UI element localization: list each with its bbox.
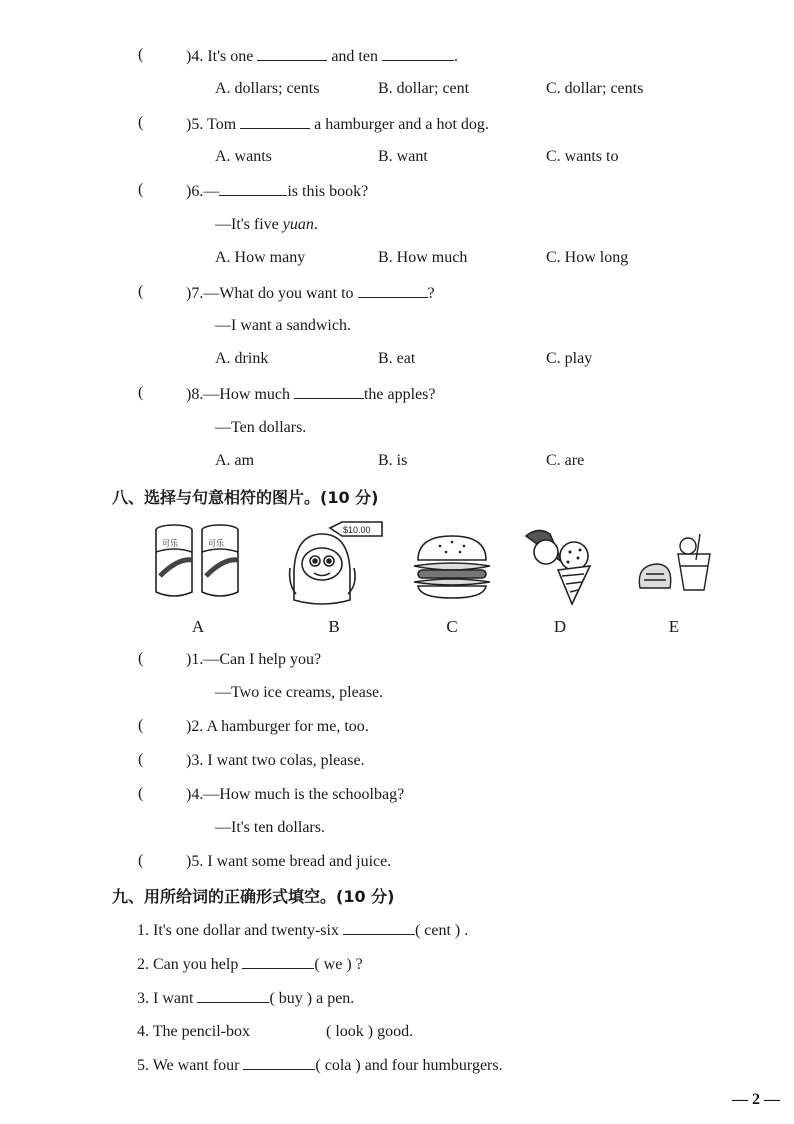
option-c: C. play [546,350,593,367]
answer-blank[interactable] [382,46,454,61]
answer-paren[interactable]: ( [138,717,144,734]
answer-paren-open: ( [138,46,144,63]
answer-paren[interactable]: ( [138,785,144,802]
answer-paren[interactable]: ( [138,852,144,869]
fill-item-4 [137,1021,413,1042]
question-text [186,384,436,405]
fill-prefix: 1. It's one dollar and twenty-six [137,922,339,939]
option-a: A. am [215,452,255,469]
fill-prefix: 4. The pencil-box [137,1023,251,1040]
fill-blank[interactable] [343,920,415,935]
answer-period: . [313,216,318,233]
answer-paren-close: ) [186,183,192,200]
picture-label-e: E [668,617,680,636]
item-sentence: —Can I help you? [203,651,322,668]
item-sentence: I want two colas, please. [207,752,365,769]
question-suffix: is this book? [287,183,369,200]
answer-blank[interactable] [358,283,428,298]
fill-suffix: ( we ) ? [314,956,363,973]
fill-blank[interactable] [243,1055,315,1070]
question-text [186,114,489,135]
option-b: B. eat [378,350,416,367]
fill-item-1 [137,920,468,941]
answer-paren-close: ) [186,48,192,65]
fill-item-2 [137,954,363,975]
item-number: 1. [191,651,204,668]
answer-blank[interactable] [240,114,310,129]
question-text [186,283,435,304]
option-a: A. wants [215,148,272,165]
fill-prefix: 2. Can you help [137,956,239,973]
question-number: 4. [191,48,204,65]
answer-paren-close: ) [186,386,192,403]
question-number: 7. [191,285,204,302]
answer-currency: yuan [282,216,314,233]
answer-line: —I want a sandwich. [215,317,351,334]
item-number: 4. [191,786,204,803]
fill-suffix: ( cent ) . [414,922,469,939]
price-tag: $10.00 [343,525,371,535]
item-sentence: A hamburger for me, too. [206,718,369,735]
can-label: 可乐 [208,539,224,548]
item-sentence: —How much is the schoolbag? [203,786,405,803]
answer-line [215,215,318,235]
option-a: A. How many [215,249,306,266]
fill-prefix: 5. We want four [137,1057,240,1074]
answer-paren-close: ) [186,116,192,133]
picture-label-c: C [446,617,458,636]
bread-juice-icon [634,530,718,602]
item-text: )5. I want some bread and juice. [186,853,392,870]
answer-blank[interactable] [294,384,364,399]
item-text: )3. I want two colas, please. [186,752,365,769]
section-8-heading: 八、选择与句意相符的图片。(10 分) [112,488,379,507]
question-suffix: ? [427,285,435,302]
fill-suffix: ( look ) good. [326,1023,414,1040]
answer-paren-open: ( [138,181,144,198]
option-b: B. want [378,148,428,165]
fill-prefix: 3. I want [137,990,194,1007]
fill-blank[interactable] [254,1021,326,1036]
item-number: 5. [191,853,204,870]
question-prefix: —How much [203,386,290,403]
item-number: 3. [191,752,204,769]
option-b: B. How much [378,249,468,266]
question-suffix: . [453,48,458,65]
answer-paren-open: ( [138,384,144,401]
option-b: B. dollar; cent [378,80,470,97]
item-reply: —Two ice creams, please. [215,684,384,701]
picture-label-a: A [191,617,205,636]
question-number: 8. [191,386,204,403]
answer-line: —Ten dollars. [215,419,307,436]
item-text: )2. A hamburger for me, too. [186,718,369,735]
item-text: )1.—Can I help you? [186,651,322,668]
page-number: — 2 — [732,1091,780,1108]
picture-label-b: B [328,617,340,636]
answer-paren-open: ( [138,283,144,300]
option-a: A. drink [215,350,269,367]
question-prefix: — [203,183,220,200]
picture-label-d: D [553,617,567,636]
question-middle: and ten [331,48,378,65]
question-prefix: Tom [207,116,237,133]
item-number: 2. [191,718,204,735]
cola-cans-icon [150,520,246,602]
hamburger-icon [410,530,494,602]
question-text [186,181,368,202]
question-prefix: —What do you want to [203,285,354,302]
item-text: )4.—How much is the schoolbag? [186,786,405,803]
option-b: B. is [378,452,408,469]
option-c: C. How long [546,249,629,266]
fill-suffix: ( cola ) and four humburgers. [315,1057,503,1074]
fill-blank[interactable] [242,954,314,969]
option-c: C. dollar; cents [546,80,644,97]
fill-suffix: ( buy ) a pen. [269,990,355,1007]
question-text [186,46,458,67]
section-9-heading: 九、用所给词的正确形式填空。(10 分) [112,887,395,906]
fill-item-3 [137,988,354,1009]
answer-blank[interactable] [219,181,287,196]
answer-paren-close: ) [186,285,192,302]
item-reply: —It's ten dollars. [215,819,325,836]
question-number: 6. [191,183,204,200]
answer-paren-open: ( [138,114,144,131]
option-c: C. are [546,452,585,469]
answer-paren[interactable]: ( [138,751,144,768]
question-suffix: a hamburger and a hot dog. [314,116,489,133]
fill-blank[interactable] [197,988,269,1003]
ice-cream-icon [522,522,602,606]
schoolbag-icon [286,520,392,612]
option-a: A. dollars; cents [215,80,320,97]
question-suffix: the apples? [363,386,436,403]
question-prefix: It's one [207,48,254,65]
question-number: 5. [191,116,204,133]
answer-paren[interactable]: ( [138,650,144,667]
item-sentence: I want some bread and juice. [207,853,392,870]
option-c: C. wants to [546,148,619,165]
answer-blank[interactable] [257,46,327,61]
answer-text: —It's five [215,216,279,233]
can-label: 可乐 [162,539,178,548]
fill-item-5 [137,1055,503,1076]
